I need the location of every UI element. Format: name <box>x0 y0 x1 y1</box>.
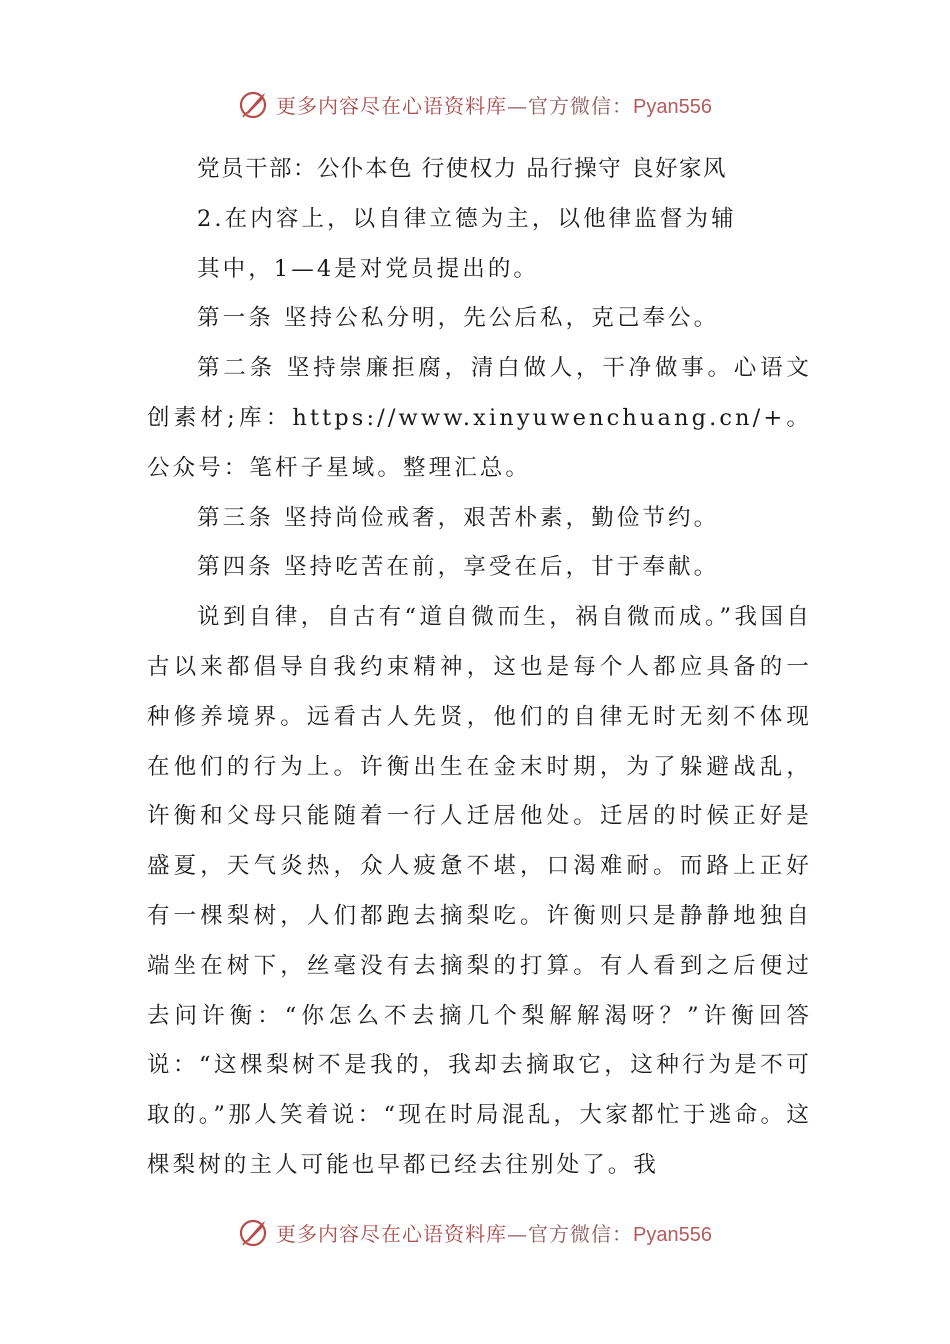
document-body <box>147 145 812 1191</box>
paragraph: 党员干部：公仆本色 行使权力 品行操守 良好家风 <box>197 156 727 182</box>
paragraph: 第四条 坚持吃苦在前，享受在后，甘于奉献。 <box>197 554 720 581</box>
footer-banner <box>0 1212 950 1252</box>
pen-nib-logo-icon <box>238 1215 272 1249</box>
paragraph: 其中，1—4是对党员提出的。 <box>197 255 540 282</box>
banner-text: 更多内容尽在心语资料库—官方微信：Pyan556 <box>276 1221 712 1246</box>
banner-text: 更多内容尽在心语资料库—官方微信：Pyan556 <box>276 93 712 118</box>
pen-nib-logo-icon <box>238 87 272 121</box>
paragraph: 2.在内容上，以自律立德为主，以他律监督为辅 <box>197 205 737 232</box>
paragraph: 第三条 坚持尚俭戒奢，艰苦朴素，勤俭节约。 <box>197 504 720 531</box>
paragraph: 第二条 坚持崇廉拒腐，清白做人，干净做事。心语文创素材;库：https://www.xinyuwenchuang.cn/+。公众号：笔杆子星域。整理汇总。 <box>147 355 812 481</box>
paragraph: 说到自律，自古有“道自微而生，祸自微而成。”我国自古以来都倡导自我约束精神，这也是每个人都应具备的一种修养境界。远看古人先贤，他们的自律无时无刻不体现在他们的行为上。许衡出生在金末时期，为了躲避战乱，许衡和父母只能随着一行人迁居他处。迁居的时候正好是盛夏，天气炎热，众人疲惫不堪，口渴难耐。而路上正好有一棵梨树，人们都跑去摘梨吃。许衡则只是静静地独自端坐在树下，丝毫没有去摘梨的打算。有人看到之后便过去问许衡：“你怎么不去摘几个梨解解渴呀？”许衡回答说：“这棵梨树不是我的，我却去摘取它，这种行为是不可取的。”那人笑着说：“现在时局混乱，大家都忙于逃命。这棵梨树的主人可能也早都已经去往别处了。我 <box>147 604 812 1178</box>
header-banner <box>0 84 950 124</box>
paragraph: 第一条 坚持公私分明，先公后私，克己奉公。 <box>197 305 720 332</box>
